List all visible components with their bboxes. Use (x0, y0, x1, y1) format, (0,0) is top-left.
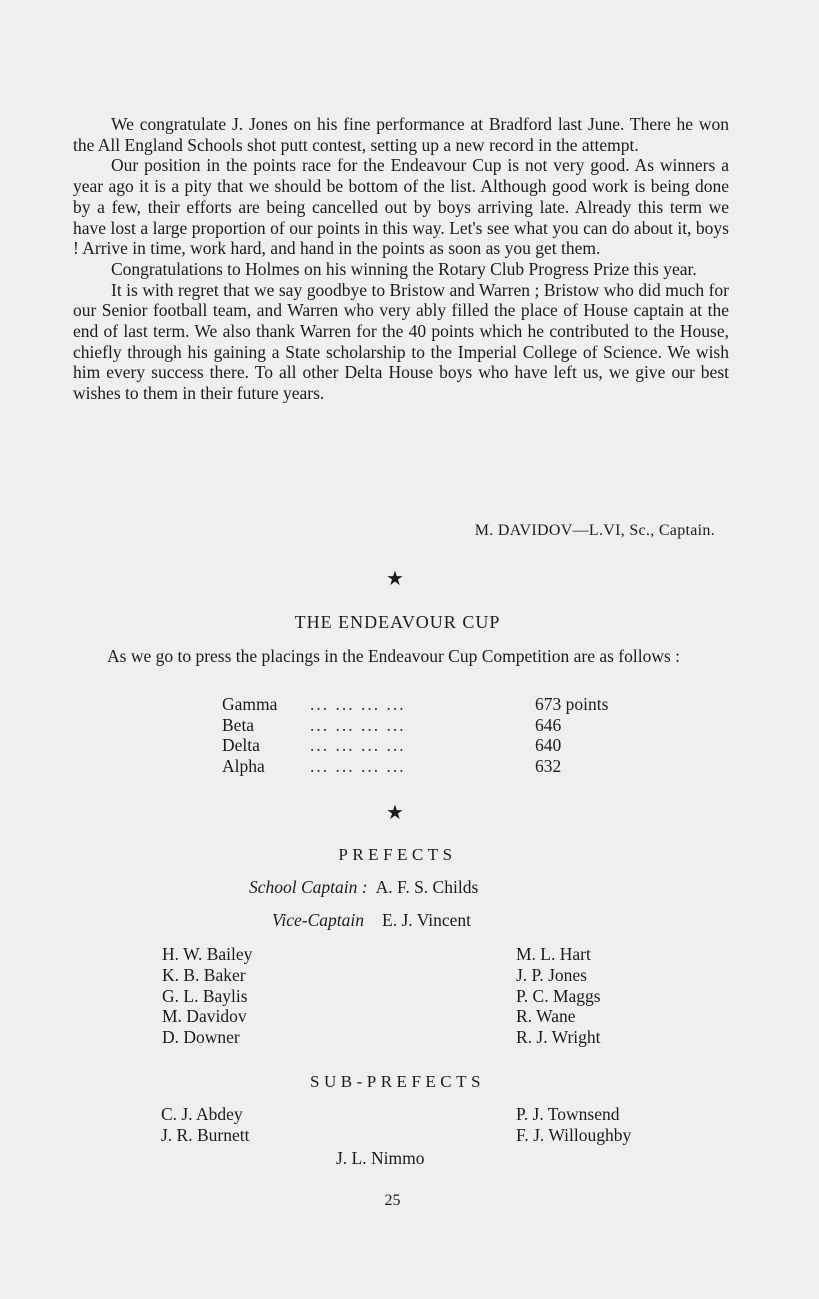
sub-prefect-name: P. J. Townsend (516, 1104, 620, 1124)
endeavour-cup-heading: THE ENDEAVOUR CUP (294, 612, 501, 632)
report-paragraph: Our position in the points race for the Endeavour Cup is not very good. As winners a year ago it is a pity that we should be bottom of the list. Although good work is being done by a few, their efforts are being cancelled out by boys arriving late. Already this term we have lost a large proportion of our points in this way. Let's see what you can do about it, boys ! Arrive in time, work hard, and hand in the points as soon as you get them. (73, 155, 729, 259)
prefects-right-column (516, 944, 601, 1048)
prefect-name: H. W. Bailey (162, 944, 253, 964)
sub-prefect-name: J. L. Nimmo (336, 1148, 425, 1168)
house-points: 632 (535, 756, 562, 777)
endeavour-intro (69, 646, 729, 667)
school-captain-name: A. F. S. Childs (375, 877, 479, 897)
vice-captain-name: E. J. Vincent (382, 910, 472, 930)
prefect-name: R. Wane (516, 1006, 576, 1027)
sub-prefect-name: J. R. Burnett (161, 1124, 250, 1145)
school-captain-line (249, 877, 478, 898)
house-name: Alpha (222, 756, 265, 777)
sub-prefect-name: F. J. Willoughby (516, 1124, 632, 1145)
leader-dots: ... ... ... ... (310, 756, 406, 777)
star-separator: ★ (386, 802, 404, 824)
prefect-name: K. B. Baker (162, 964, 246, 985)
house-points: 646 (535, 714, 562, 735)
star-separator: ★ (386, 568, 404, 590)
placing-row (222, 735, 608, 756)
sub-prefects-right-column (516, 1104, 631, 1146)
prefect-name: M. Davidov (162, 1006, 247, 1027)
prefect-name: R. J. Wright (516, 1027, 601, 1048)
prefect-name: M. L. Hart (516, 944, 591, 964)
placing-row (222, 756, 608, 777)
prefect-name: D. Downer (162, 1027, 240, 1048)
report-paragraph: It is with regret that we say goodbye to Bristow and Warren ; Bristow who did much for our Senior football team, and Warren who very ably filled the place of House captain at the end of last term. We also thank Warren for the 40 points which he contributed to the House, chiefly through his gaining a State scholarship to the Imperial College of Science. We wish him every success there. To all other Delta House boys who have left us, we give our best wishes to them in their future years. (73, 279, 729, 404)
house-name: Delta (222, 735, 260, 756)
vice-captain-line (272, 910, 471, 931)
sub-prefects-heading: SUB-PREFECTS (310, 1072, 485, 1091)
placings-table (222, 694, 608, 777)
report-paragraph: We congratulate J. Jones on his fine performance at Bradford last June. There he won the All England Schools shot putt contest, setting up a new record in the attempt. (73, 114, 729, 155)
prefect-name: G. L. Baylis (162, 985, 248, 1006)
leader-dots: ... ... ... ... (310, 735, 406, 756)
house-points: 640 (535, 735, 562, 756)
leader-dots: ... ... ... ... (310, 694, 406, 714)
placing-row (222, 715, 608, 736)
house-name: Gamma (222, 694, 278, 714)
prefect-name: P. C. Maggs (516, 985, 601, 1006)
leader-dots: ... ... ... ... (310, 714, 406, 735)
sub-prefects-left-column (161, 1104, 249, 1146)
endeavour-intro-text: As we go to press the placings in the Endeavour Cup Competition are as follows : (107, 646, 681, 666)
sub-prefect-center (336, 1148, 424, 1169)
report-signature: M. DAVIDOV—L.VI, Sc., Captain. (474, 522, 715, 539)
prefect-name: J. P. Jones (516, 964, 587, 985)
page-number: 25 (384, 1192, 401, 1209)
house-points: 673 points (535, 694, 609, 714)
house-name: Beta (222, 714, 255, 735)
prefects-left-column (162, 944, 252, 1048)
prefects-heading: PREFECTS (338, 845, 457, 864)
school-captain-label: School Captain : (249, 877, 368, 897)
placing-row (222, 694, 608, 715)
report-paragraph: Congratulations to Holmes on his winning the Rotary Club Progress Prize this year. (111, 258, 697, 279)
vice-captain-label: Vice-Captain (272, 910, 365, 930)
sub-prefect-name: C. J. Abdey (161, 1104, 243, 1124)
house-report (73, 114, 729, 404)
